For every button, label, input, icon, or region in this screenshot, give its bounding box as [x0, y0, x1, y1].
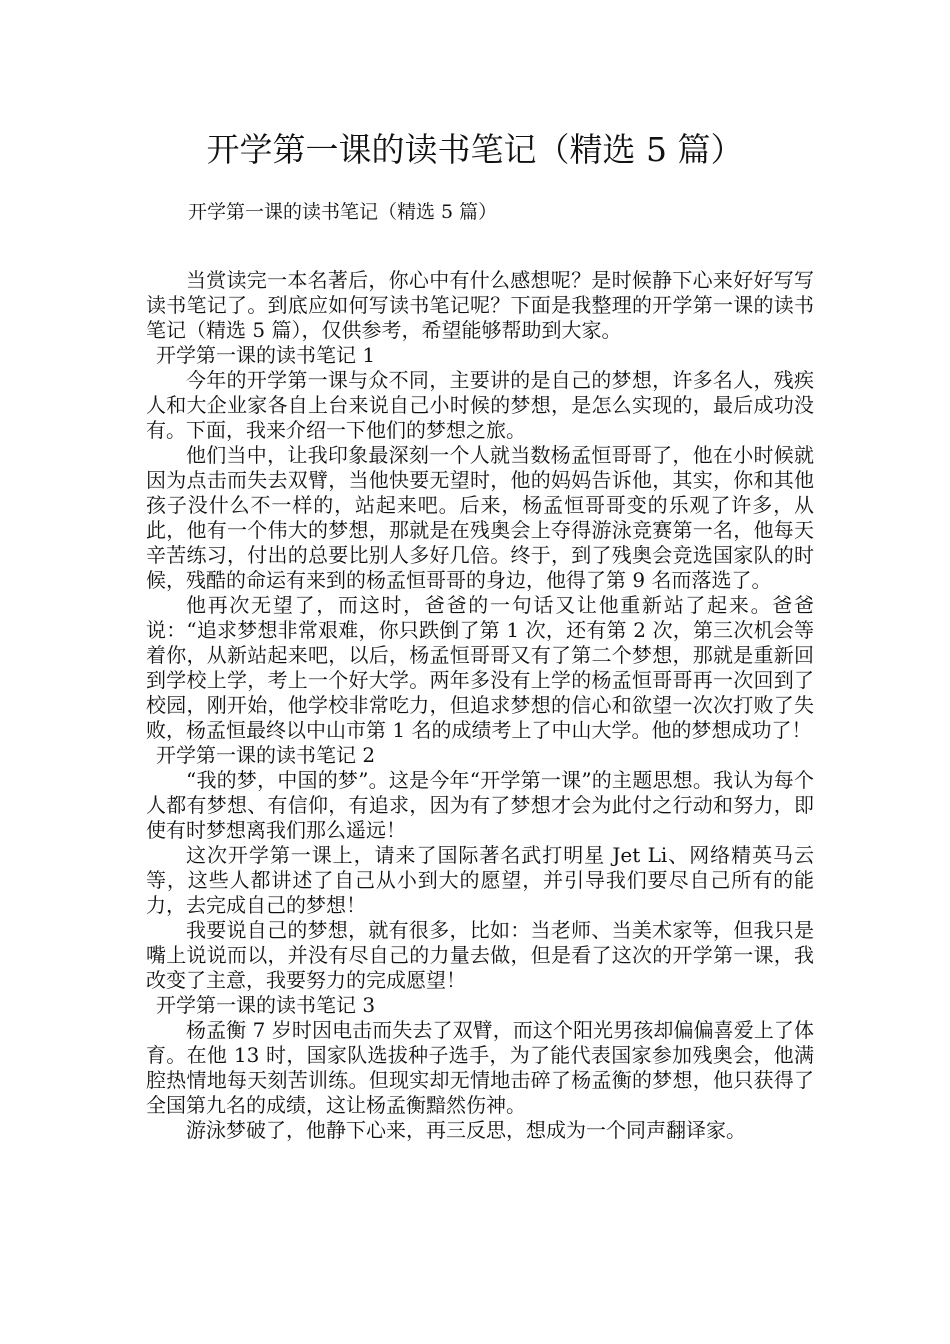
section-heading-1: 开学第一课的读书笔记 1: [156, 343, 376, 367]
document-body: [146, 268, 814, 1143]
paragraph: 杨孟衡 7 岁时因电击而失去了双臂，而这个阳光男孩却偏偏喜爱上了体育。在他 13 时，国家队选拔种子选手，为了能代表国家参加残奥会，他满腔热情地每天刻苦训练。但现实却无情地击碎了杨孟衡的梦想，他只获得了全国第九名的成绩，这让杨孟衡黯然伤神。: [146, 1018, 814, 1117]
paragraph: 今年的开学第一课与众不同，主要讲的是自己的梦想，许多名人，残疾人和大企业家各自上台来说自己小时候的梦想，是怎么实现的，最后成功没有。下面，我来介绍一下他们的梦想之旅。: [146, 368, 814, 442]
section-heading-3: 开学第一课的读书笔记 3: [156, 993, 376, 1017]
paragraph: 他再次无望了，而这时，爸爸的一句话又让他重新站了起来。爸爸说：“追求梦想非常艰难，你只跌倒了第 1 次，还有第 2 次，第三次机会等着你，从新站起来吧，以后，杨孟恒哥哥又有了第二个梦想，那就是重新回到学校上学，考上一个好大学。两年多没有上学的杨孟恒哥哥再一次回到了校园，刚开始，他学校非常吃力，但追求梦想的信心和欲望一次次打败了失败，杨孟恒最终以中山市第 1 名的成绩考上了中山大学。他的梦想成功了！: [146, 593, 814, 742]
paragraph: 这次开学第一课上，请来了国际著名武打明星 Jet Li、网络精英马云等，这些人都讲述了自己从小到大的愿望，并引导我们要尽自己所有的能力，去完成自己的梦想！: [146, 843, 814, 917]
paragraph: “我的梦，中国的梦”。这是今年“开学第一课”的主题思想。我认为每个人都有梦想、有信仰，有追求，因为有了梦想才会为此付之行动和努力，即使有时梦想离我们那么遥远！: [146, 768, 814, 842]
document-subtitle: 开学第一课的读书笔记（精选 5 篇）: [188, 201, 498, 223]
paragraph: 游泳梦破了，他静下心来，再三反思，想成为一个同声翻译家。: [186, 1118, 746, 1142]
paragraph: 我要说自己的梦想，就有很多，比如：当老师、当美术家等，但我只是嘴上说说而以，并没有尽自己的力量去做，但是看了这次的开学第一课，我改变了主意，我要努力的完成愿望！: [146, 918, 814, 992]
paragraph: 他们当中，让我印象最深刻一个人就当数杨孟恒哥哥了，他在小时候就因为点击而失去双臂，当他快要无望时，他的妈妈告诉他，其实，你和其他孩子没什么不一样的，站起来吧。后来，杨孟恒哥哥变的乐观了许多，从此，他有一个伟大的梦想，那就是在残奥会上夺得游泳竞赛第一名，他每天辛苦练习，付出的总要比别人多好几倍。终于，到了残奥会竞选国家队的时候，残酷的命运有来到的杨孟恒哥哥的身边，他得了第 9 名而落选了。: [146, 443, 814, 592]
intro-paragraph: 当赏读完一本名著后，你心中有什么感想呢？是时候静下心来好好写写读书笔记了。到底应如何写读书笔记呢？下面是我整理的开学第一课的读书笔记（精选 5 篇），仅供参考，希望能够帮助到大家。: [146, 268, 814, 342]
section-heading-2: 开学第一课的读书笔记 2: [156, 743, 376, 767]
document-title: 开学第一课的读书笔记（精选 5 篇）: [206, 130, 744, 169]
